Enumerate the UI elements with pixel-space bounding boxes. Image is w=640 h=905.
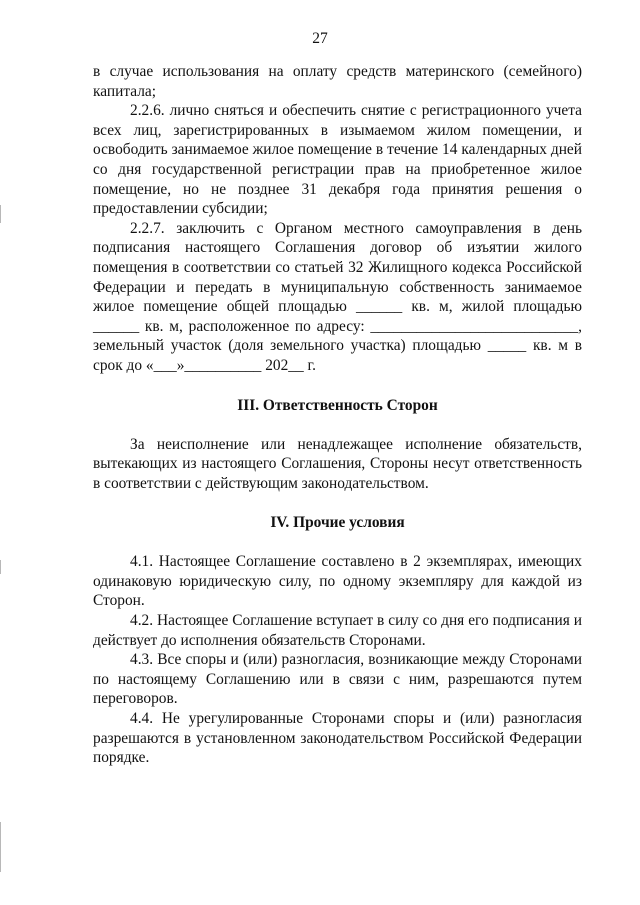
paragraph-2-2-6: 2.2.6. лично сняться и обеспечить снятие с регистрационного учета всех лиц, зарегистрированных в изымаемом жилом помещении, и освободить занимаемое жилое помещение в течение 14 календарных дней со дня государственной регистрации прав на приобретенное жилое помещение, но не позднее 31 декабря года принятия решения о предоставлении субсидии;	[93, 102, 582, 218]
section-4-title: IV. Прочие условия	[270, 514, 405, 532]
section-3-title: III. Ответственность Сторон	[237, 396, 438, 414]
paragraph-4-4: 4.4. Не урегулированные Сторонами споры и (или) разногласия разрешаются в установленном законодательством Российской Федерации порядке.	[93, 710, 582, 767]
paragraph-responsibility: За неисполнение или ненадлежащее исполнение обязательств, вытекающих из настоящего Соглашения, Стороны несут ответственность в соответствии с действующим законодательством.	[93, 435, 582, 492]
paragraph-4-3: 4.3. Все споры и (или) разногласия, возникающие между Сторонами по настоящему Соглашению или в связи с ним, разрешаются путем переговоров.	[93, 651, 582, 708]
paragraph-4-1: 4.1. Настоящее Соглашение составлено в 2 экземплярах, имеющих одинаковую юридическую силу, по одному экземпляру для каждой из Сторон.	[93, 553, 582, 610]
page-number: 27	[312, 30, 328, 47]
paragraph-2-2-7: 2.2.7. заключить с Органом местного самоуправления в день подписания настоящего Соглашения договор об изъятии жилого помещения в соответствии со статьей 32 Жилищного кодекса Российской Федерации и передать в муниципальную собственность занимаемое жилое помещение общей площадью ______ кв. м, жилой площадью ______ кв. м, расположенное по адресу: ___________________________, земельный участок (доля земельного участка) площадью _____ кв. м в срок до «___»__________ 202__ г.	[93, 219, 582, 374]
paragraph-capital-clause: в случае использования на оплату средств материнского (семейного) капитала;	[93, 63, 582, 100]
scan-edge-mark	[0, 822, 1, 872]
paragraph-4-2: 4.2. Настоящее Соглашение вступает в силу со дня его подписания и действует до исполнения обязательств Сторонами.	[93, 612, 582, 649]
scan-edge-mark	[0, 560, 1, 574]
scan-edge-mark	[0, 205, 1, 223]
document-body	[93, 62, 582, 768]
